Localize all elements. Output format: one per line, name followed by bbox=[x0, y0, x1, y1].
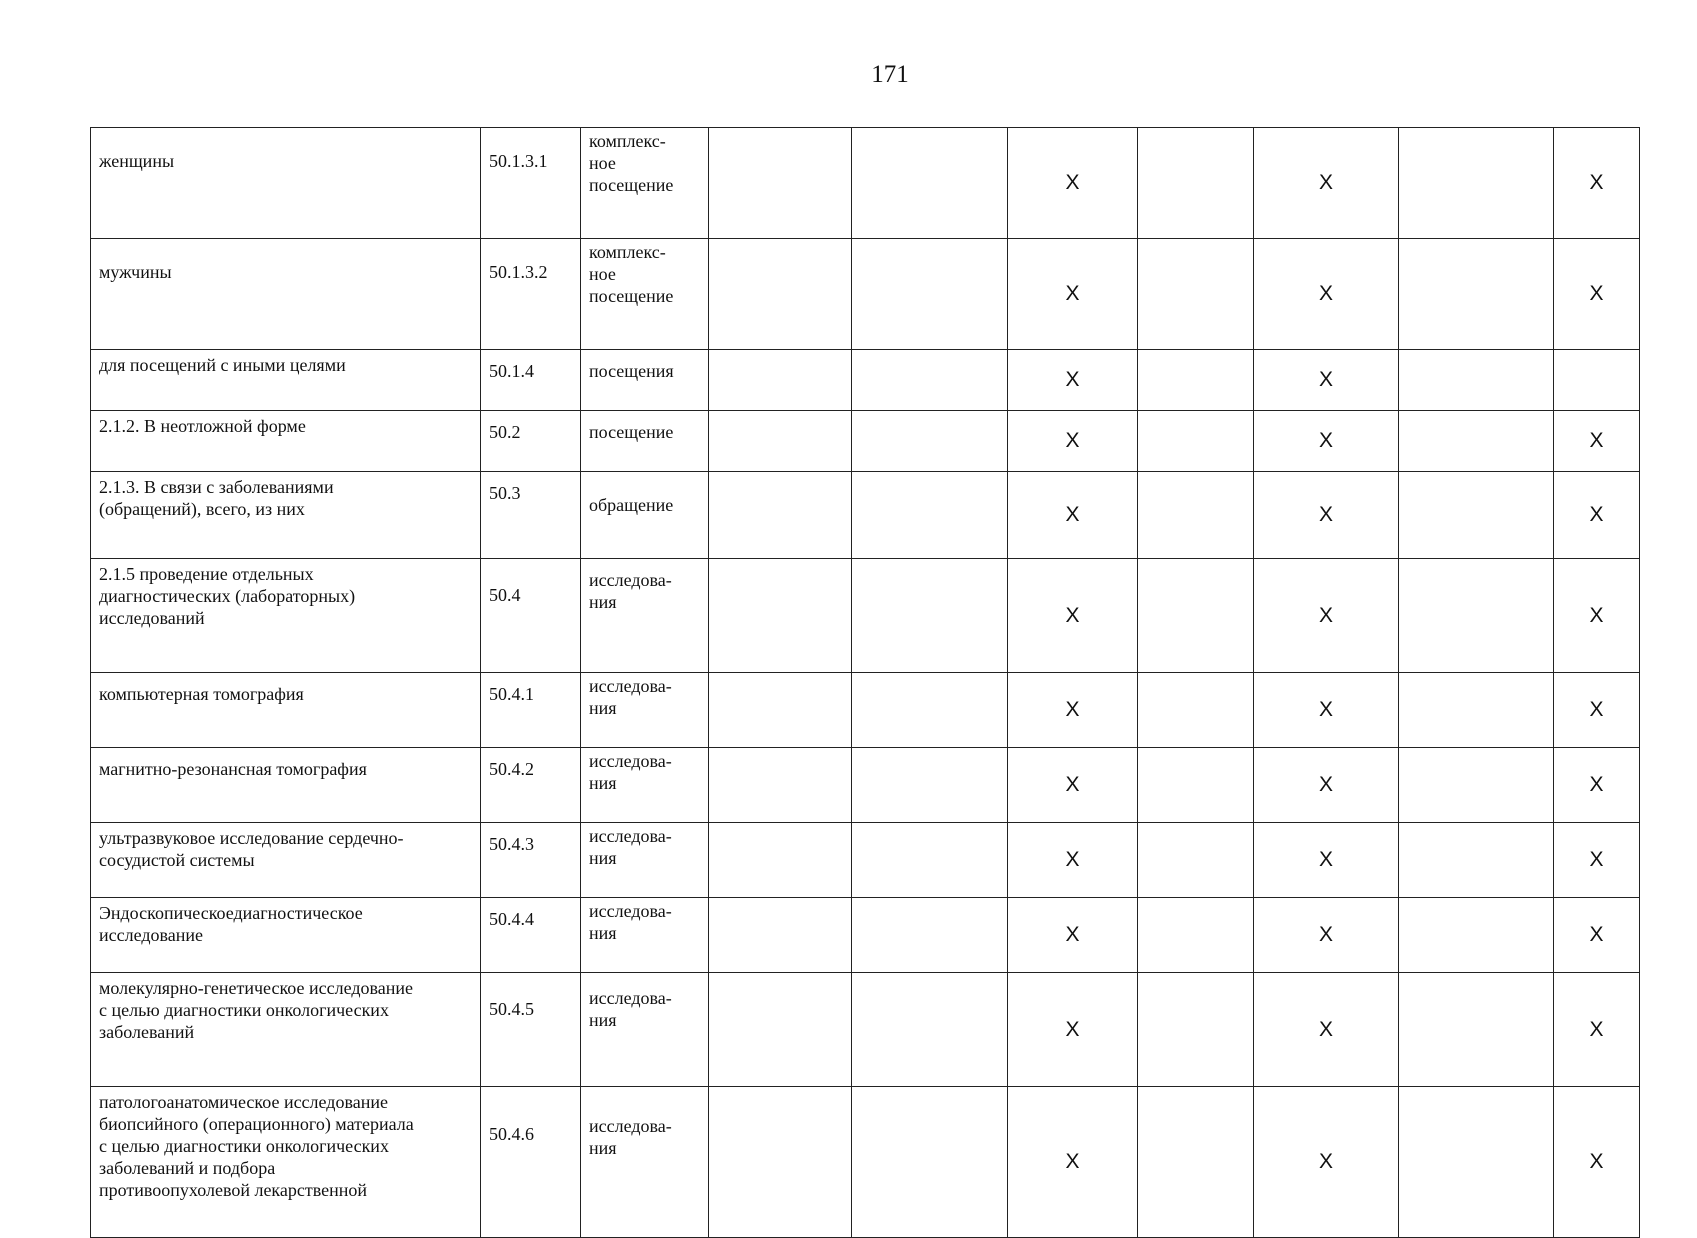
table-row bbox=[91, 1087, 1640, 1238]
empty-cell bbox=[1399, 673, 1554, 748]
table-row bbox=[91, 898, 1640, 973]
empty-cell bbox=[1138, 472, 1254, 559]
x-mark-cell: Х bbox=[1554, 1087, 1640, 1238]
empty-cell bbox=[852, 748, 1008, 823]
page-number: 171 bbox=[871, 61, 909, 88]
empty-cell bbox=[1399, 128, 1554, 239]
row-code-cell: 50.1.3.1 bbox=[481, 128, 581, 239]
row-unit-cell: исследова- ния bbox=[581, 1087, 709, 1238]
empty-cell bbox=[1399, 239, 1554, 350]
x-mark-cell: Х bbox=[1554, 411, 1640, 472]
empty-cell bbox=[709, 823, 852, 898]
x-mark-cell: Х bbox=[1008, 559, 1138, 673]
empty-cell bbox=[1399, 823, 1554, 898]
x-mark-cell: Х bbox=[1008, 128, 1138, 239]
x-mark-cell: Х bbox=[1554, 673, 1640, 748]
empty-cell bbox=[709, 559, 852, 673]
empty-cell bbox=[1138, 898, 1254, 973]
table-row bbox=[91, 350, 1640, 411]
x-mark-cell: Х bbox=[1554, 898, 1640, 973]
x-mark-cell: Х bbox=[1254, 823, 1399, 898]
row-code-cell: 50.4.1 bbox=[481, 673, 581, 748]
empty-cell bbox=[852, 350, 1008, 411]
row-unit-cell: обращение bbox=[581, 472, 709, 559]
x-mark-cell: Х bbox=[1008, 472, 1138, 559]
row-name-cell: компьютерная томография bbox=[91, 673, 481, 748]
empty-cell bbox=[709, 411, 852, 472]
x-mark-cell: Х bbox=[1554, 472, 1640, 559]
empty-cell bbox=[709, 898, 852, 973]
empty-cell bbox=[852, 1087, 1008, 1238]
empty-cell bbox=[709, 472, 852, 559]
row-name-cell: патологоанатомическое исследование биопсийного (операционного) материала с целью диагностики онкологических заболеваний и подбора противоопухолевой лекарственной bbox=[91, 1087, 481, 1238]
table-row bbox=[91, 128, 1640, 239]
empty-cell bbox=[1399, 411, 1554, 472]
row-unit-cell: исследова- ния bbox=[581, 973, 709, 1087]
x-mark-cell: Х bbox=[1254, 472, 1399, 559]
row-name-cell: 2.1.5 проведение отдельных диагностических (лабораторных) исследований bbox=[91, 559, 481, 673]
empty-cell bbox=[852, 973, 1008, 1087]
x-mark-cell: Х bbox=[1254, 898, 1399, 973]
row-name-cell: магнитно-резонансная томография bbox=[91, 748, 481, 823]
table-row bbox=[91, 823, 1640, 898]
x-mark-cell: Х bbox=[1554, 748, 1640, 823]
row-unit-cell: посещения bbox=[581, 350, 709, 411]
x-mark-cell bbox=[1554, 350, 1640, 411]
empty-cell bbox=[1138, 748, 1254, 823]
empty-cell bbox=[1399, 1087, 1554, 1238]
row-name-cell: 2.1.2. В неотложной форме bbox=[91, 411, 481, 472]
empty-cell bbox=[709, 128, 852, 239]
empty-cell bbox=[1399, 898, 1554, 973]
empty-cell bbox=[1138, 350, 1254, 411]
empty-cell bbox=[1138, 559, 1254, 673]
x-mark-cell: Х bbox=[1554, 823, 1640, 898]
row-name-cell: молекулярно-генетическое исследование с целью диагностики онкологических заболеваний bbox=[91, 973, 481, 1087]
x-mark-cell: Х bbox=[1254, 559, 1399, 673]
empty-cell bbox=[709, 973, 852, 1087]
table-row bbox=[91, 472, 1640, 559]
row-name-cell: 2.1.3. В связи с заболеваниями (обращений), всего, из них bbox=[91, 472, 481, 559]
row-code-cell: 50.1.4 bbox=[481, 350, 581, 411]
empty-cell bbox=[1138, 239, 1254, 350]
row-code-cell: 50.4 bbox=[481, 559, 581, 673]
row-name-cell: Эндоскопическоедиагностическое исследование bbox=[91, 898, 481, 973]
row-unit-cell: исследова- ния bbox=[581, 748, 709, 823]
empty-cell bbox=[709, 239, 852, 350]
empty-cell bbox=[1138, 411, 1254, 472]
empty-cell bbox=[1399, 559, 1554, 673]
empty-cell bbox=[1138, 673, 1254, 748]
row-name-cell: мужчины bbox=[91, 239, 481, 350]
empty-cell bbox=[1138, 128, 1254, 239]
x-mark-cell: Х bbox=[1254, 1087, 1399, 1238]
row-name-cell: женщины bbox=[91, 128, 481, 239]
empty-cell bbox=[1138, 823, 1254, 898]
x-mark-cell: Х bbox=[1254, 411, 1399, 472]
row-unit-cell: комплекс- ное посещение bbox=[581, 239, 709, 350]
table-row bbox=[91, 411, 1640, 472]
empty-cell bbox=[709, 748, 852, 823]
x-mark-cell: Х bbox=[1254, 973, 1399, 1087]
row-name-cell: для посещений с иными целями bbox=[91, 350, 481, 411]
x-mark-cell: Х bbox=[1008, 973, 1138, 1087]
row-code-cell: 50.4.5 bbox=[481, 973, 581, 1087]
empty-cell bbox=[1399, 973, 1554, 1087]
row-code-cell: 50.3 bbox=[481, 472, 581, 559]
x-mark-cell: Х bbox=[1254, 748, 1399, 823]
empty-cell bbox=[709, 673, 852, 748]
x-mark-cell: Х bbox=[1254, 673, 1399, 748]
x-mark-cell: Х bbox=[1254, 350, 1399, 411]
x-mark-cell: Х bbox=[1008, 823, 1138, 898]
x-mark-cell: Х bbox=[1008, 350, 1138, 411]
empty-cell bbox=[852, 673, 1008, 748]
row-code-cell: 50.1.3.2 bbox=[481, 239, 581, 350]
row-unit-cell: комплекс- ное посещение bbox=[581, 128, 709, 239]
x-mark-cell: Х bbox=[1008, 1087, 1138, 1238]
empty-cell bbox=[852, 559, 1008, 673]
x-mark-cell: Х bbox=[1254, 239, 1399, 350]
row-unit-cell: исследова- ния bbox=[581, 559, 709, 673]
x-mark-cell: Х bbox=[1008, 748, 1138, 823]
empty-cell bbox=[852, 128, 1008, 239]
row-code-cell: 50.4.4 bbox=[481, 898, 581, 973]
row-name-cell: ультразвуковое исследование сердечно- сосудистой системы bbox=[91, 823, 481, 898]
empty-cell bbox=[852, 898, 1008, 973]
x-mark-cell: Х bbox=[1554, 239, 1640, 350]
row-unit-cell: посещение bbox=[581, 411, 709, 472]
data-table bbox=[90, 127, 1640, 1238]
empty-cell bbox=[852, 472, 1008, 559]
table-row bbox=[91, 973, 1640, 1087]
table-row bbox=[91, 748, 1640, 823]
empty-cell bbox=[1138, 973, 1254, 1087]
table-row bbox=[91, 673, 1640, 748]
row-code-cell: 50.4.3 bbox=[481, 823, 581, 898]
x-mark-cell: Х bbox=[1008, 239, 1138, 350]
empty-cell bbox=[852, 823, 1008, 898]
x-mark-cell: Х bbox=[1554, 559, 1640, 673]
table-row bbox=[91, 559, 1640, 673]
empty-cell bbox=[1138, 1087, 1254, 1238]
empty-cell bbox=[852, 239, 1008, 350]
empty-cell bbox=[709, 1087, 852, 1238]
x-mark-cell: Х bbox=[1254, 128, 1399, 239]
empty-cell bbox=[1399, 748, 1554, 823]
x-mark-cell: Х bbox=[1554, 973, 1640, 1087]
row-unit-cell: исследова- ния bbox=[581, 823, 709, 898]
x-mark-cell: Х bbox=[1008, 411, 1138, 472]
empty-cell bbox=[852, 411, 1008, 472]
row-code-cell: 50.2 bbox=[481, 411, 581, 472]
x-mark-cell: Х bbox=[1008, 673, 1138, 748]
row-code-cell: 50.4.6 bbox=[481, 1087, 581, 1238]
empty-cell bbox=[709, 350, 852, 411]
x-mark-cell: Х bbox=[1008, 898, 1138, 973]
table-row bbox=[91, 239, 1640, 350]
empty-cell bbox=[1399, 472, 1554, 559]
x-mark-cell: Х bbox=[1554, 128, 1640, 239]
row-unit-cell: исследова- ния bbox=[581, 673, 709, 748]
row-unit-cell: исследова- ния bbox=[581, 898, 709, 973]
empty-cell bbox=[1399, 350, 1554, 411]
row-code-cell: 50.4.2 bbox=[481, 748, 581, 823]
